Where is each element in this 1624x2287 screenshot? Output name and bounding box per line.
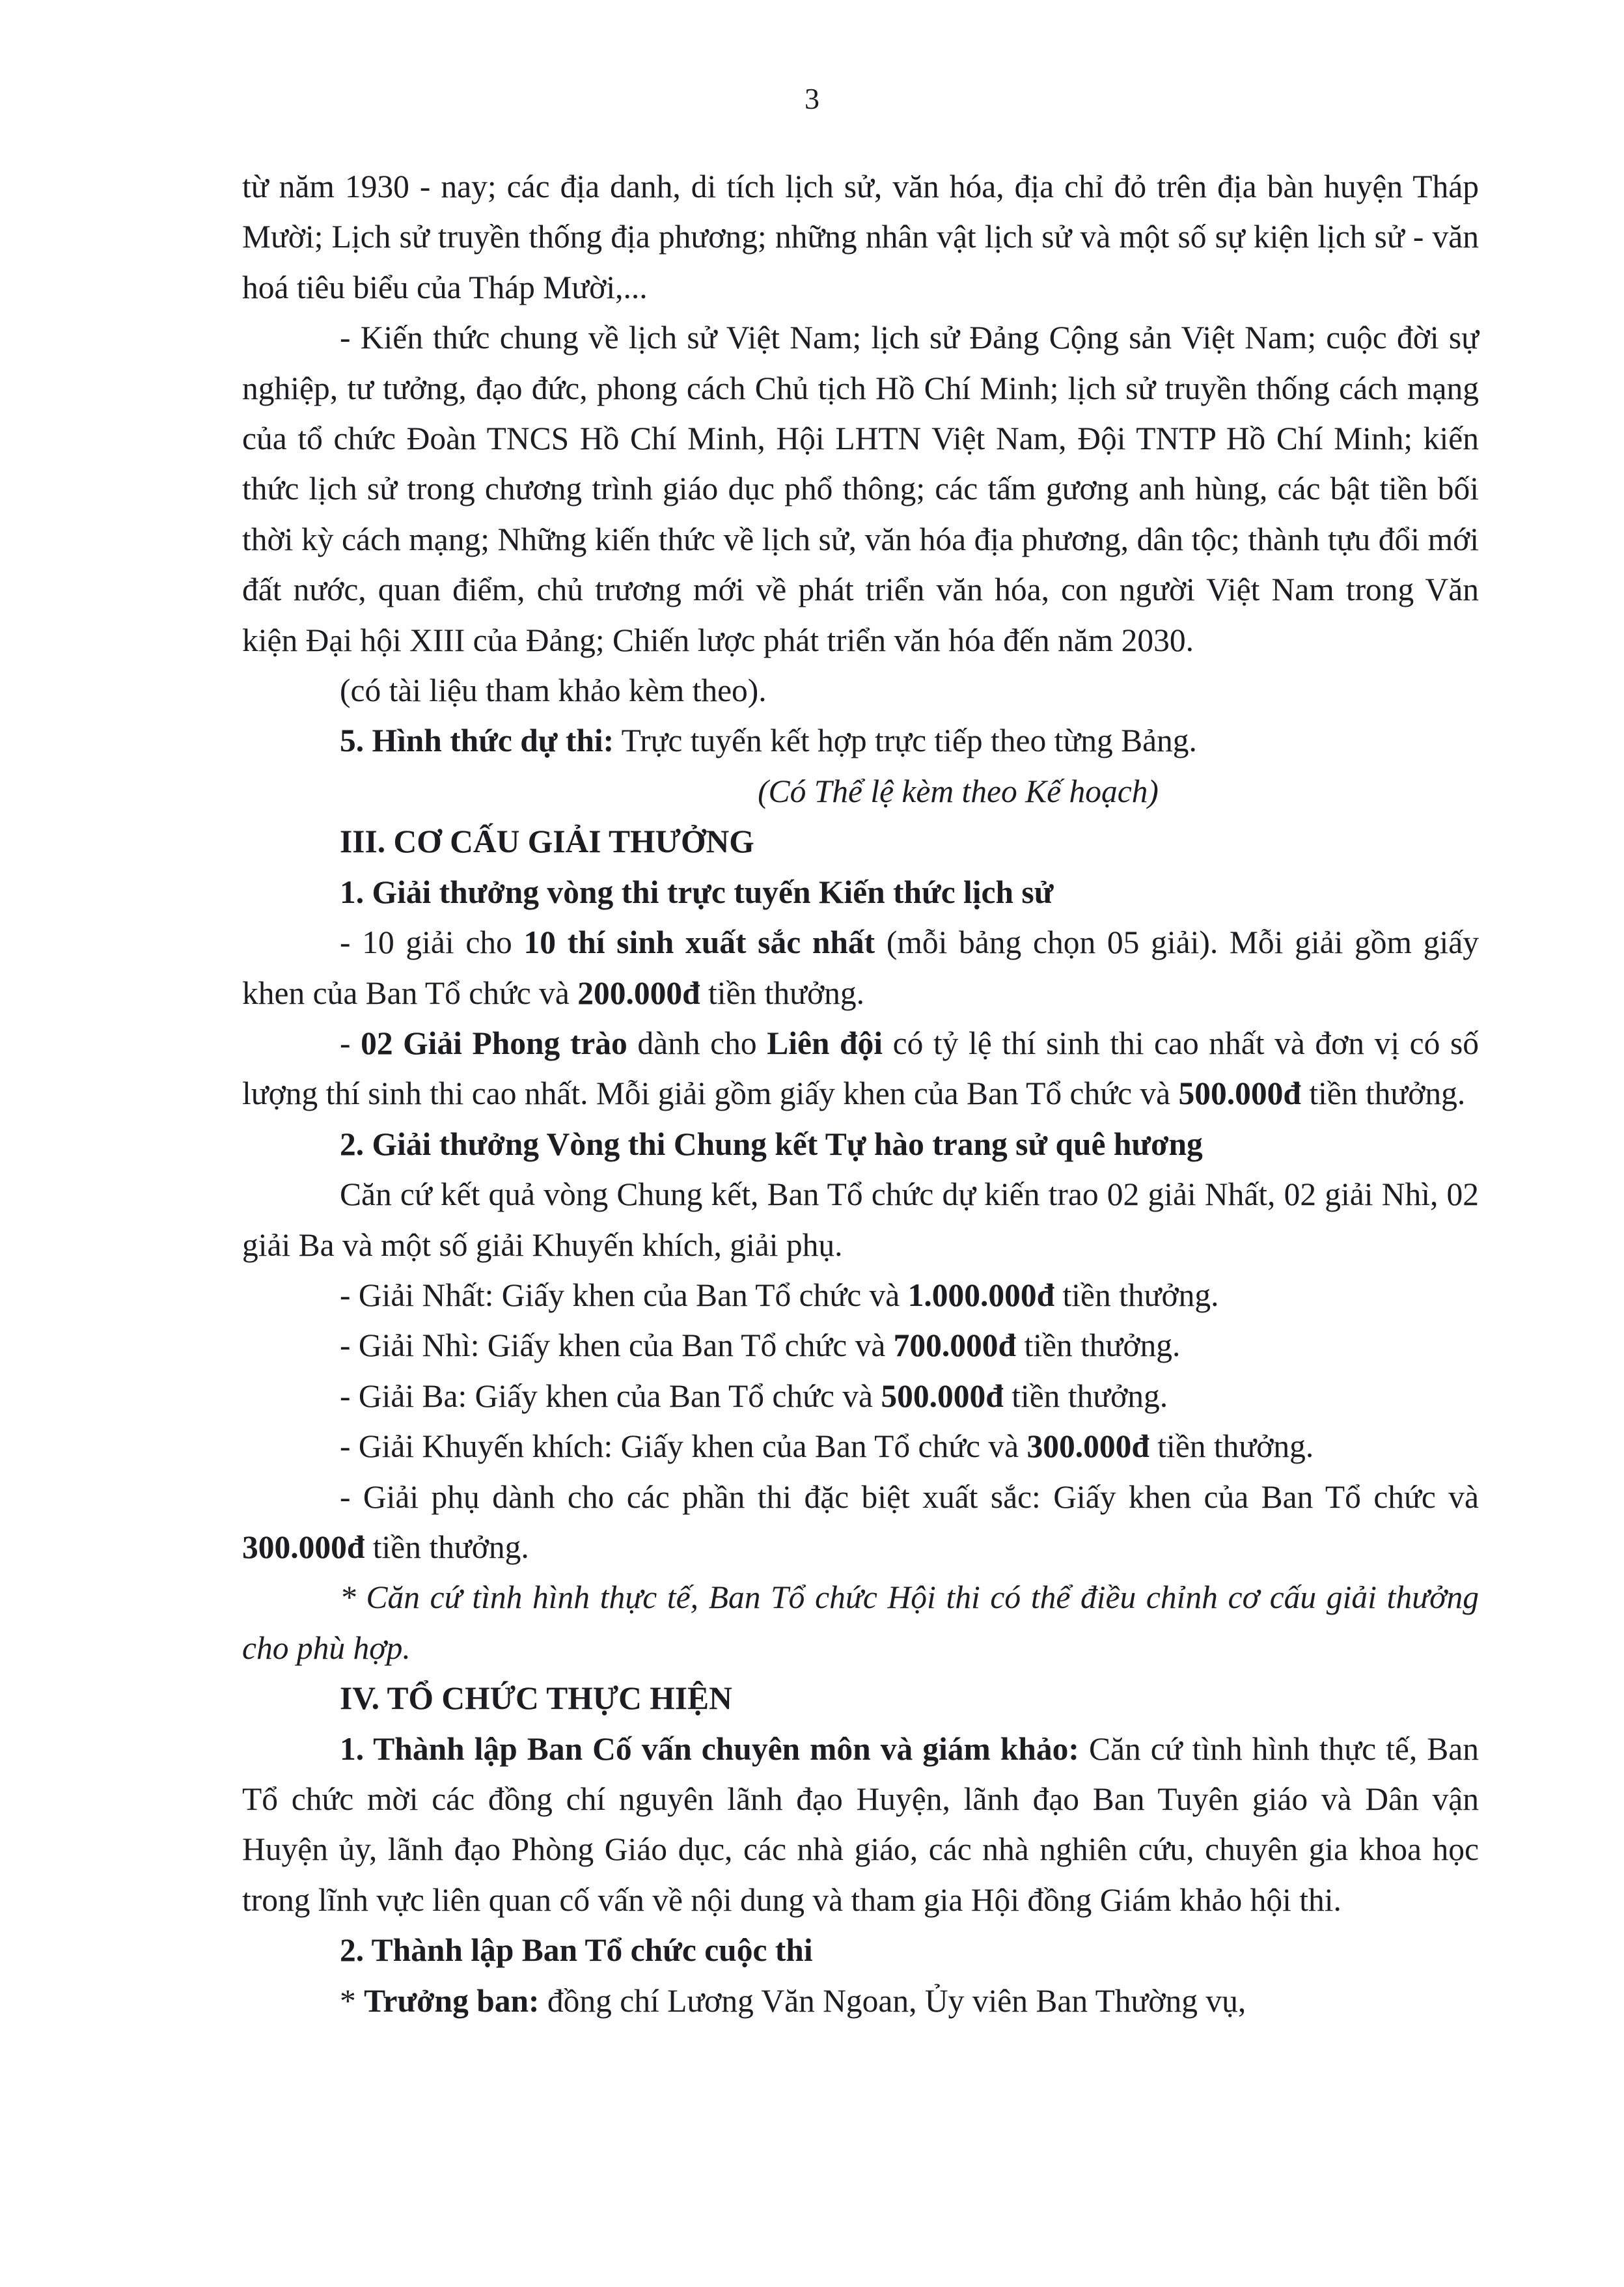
subheading-online-prizes — [242, 867, 1479, 917]
paragraph-final-prizes-intro: Căn cứ kết quả vòng Chung kết, Ban Tổ chức dự kiến trao 02 giải Nhất, 02 giải Nhì, 02 giải Ba và một số giải Khuyến khích, giải phụ. — [242, 1176, 1479, 1263]
text-span: * — [340, 1982, 365, 2019]
rules-attached-text: (Có Thể lệ kèm theo Kế hoạch) — [758, 773, 1159, 809]
prize-amount: 500.000đ — [881, 1378, 1004, 1414]
prize-amount: 1.000.000đ — [907, 1277, 1055, 1313]
text-span: tiền thưởng. — [1016, 1327, 1181, 1364]
prize-encouragement — [242, 1421, 1479, 1471]
paragraph-adjustment-note — [242, 1572, 1479, 1673]
text-span: - Giải Nhì: Giấy khen của Ban Tổ chức và — [340, 1327, 894, 1364]
bold-span: Liên đội — [767, 1025, 883, 1061]
paragraph-top-candidates-prize — [242, 917, 1479, 1018]
paragraph-committee-head — [242, 1976, 1479, 2026]
rules-attached-note — [242, 766, 1479, 816]
section-heading-implementation-text: IV. TỔ CHỨC THỰC HIỆN — [340, 1680, 732, 1717]
bold-span: 10 thí sinh xuất sắc nhất — [523, 924, 875, 961]
prize-amount: 200.000đ — [577, 975, 700, 1011]
text-span: - Giải Nhất: Giấy khen của Ban Tổ chức và — [340, 1277, 908, 1313]
text-span: tiền thưởng. — [365, 1529, 529, 1565]
text-span: - Giải Ba: Giấy khen của Ban Tổ chức và — [340, 1378, 881, 1414]
subheading-online-prizes-text: 1. Giải thưởng vòng thi trực tuyến Kiến thức lịch sử — [340, 874, 1054, 910]
prize-amount: 700.000đ — [893, 1327, 1017, 1364]
advisory-board-text: Căn cứ tình hình thực tế, Ban Tổ chức mời các đồng chí nguyên lãnh đạo Huyện, lãnh đạo Ban Tuyên giáo và Dân vận Huyện ủy, lãnh đạo Phòng Giáo dục, các nhà giáo, các nhà nghiên cứu, chuyên gia khoa học trong lĩnh vực liên quan cố vấn về nội dung và tham gia Hội đồng Giám khảo hội thi. — [242, 1730, 1479, 1918]
paragraph-movement-prize — [242, 1018, 1479, 1119]
paragraph-advisory-board — [242, 1724, 1479, 1926]
section-heading-implementation — [242, 1673, 1479, 1723]
paragraph-contest-format — [242, 715, 1479, 766]
text-span: đồng chí Lương Văn Ngoan, Ủy viên Ban Thường vụ, — [539, 1982, 1246, 2019]
subheading-final-prizes — [242, 1119, 1479, 1169]
bold-span: 02 Giải Phong trào — [361, 1025, 627, 1061]
subheading-final-prizes-text: 2. Giải thưởng Vòng thi Chung kết Tự hào trang sử quê hương — [340, 1126, 1203, 1162]
text-span: tiền thưởng. — [700, 975, 864, 1011]
prize-third — [242, 1371, 1479, 1421]
prize-amount: 500.000đ — [1178, 1075, 1301, 1112]
prize-amount: 300.000đ — [242, 1529, 365, 1565]
subheading-organizing-committee — [242, 1925, 1479, 1975]
text-span: tiền thưởng. — [1301, 1075, 1466, 1112]
text-span: (mỗi bảng chọn 05 giải). Mỗi giải gồm giấy khen của Ban Tổ chức và — [242, 924, 1479, 1011]
section-heading-prizes-text: III. CƠ CẤU GIẢI THƯỞNG — [340, 824, 754, 860]
document-body — [242, 161, 1479, 2026]
text-span: tiền thưởng. — [1003, 1378, 1168, 1414]
adjustment-note-text: * Căn cứ tình hình thực tế, Ban Tổ chức Hội thi có thể điều chỉnh cơ cấu giải thưởng cho phù hợp. — [242, 1579, 1479, 1666]
text-span: có tỷ lệ thí sinh thi cao nhất và đơn vị có số lượng thí sinh thi cao nhất. Mỗi giải gồm giấy khen của Ban Tổ chức và — [242, 1025, 1479, 1112]
bold-span: Trưởng ban: — [364, 1982, 540, 2019]
section-heading-prizes — [242, 816, 1479, 866]
advisory-board-heading: 1. Thành lập Ban Cố vấn chuyên môn và giám khảo: — [340, 1730, 1079, 1767]
paragraph-general-knowledge: - Kiến thức chung về lịch sử Việt Nam; lịch sử Đảng Cộng sản Việt Nam; cuộc đời sự nghiệp, tư tưởng, đạo đức, phong cách Chủ tịch Hồ Chí Minh; lịch sử truyền thống cách mạng của tổ chức Đoàn TNCS Hồ Chí Minh, Hội LHTN Việt Nam, Đội TNTP Hồ Chí Minh; kiến thức lịch sử trong chương trình giáo dục phổ thông; các tấm gương anh hùng, các bật tiền bối thời kỳ cách mạng; Những kiến thức về lịch sử, văn hóa địa phương, dân tộc; thành tựu đổi mới đất nước, quan điểm, chủ trương mới về phát triển văn hóa, con người Việt Nam trong Văn kiện Đại hội XIII của Đảng; Chiến lược phát triển văn hóa đến năm 2030. — [242, 320, 1479, 658]
text-span: tiền thưởng. — [1149, 1428, 1314, 1465]
text-span: - Giải phụ dành cho các phần thi đặc biệt xuất sắc: Giấy khen của Ban Tổ chức và — [340, 1478, 1479, 1515]
text-span: - Giải Khuyến khích: Giấy khen của Ban Tổ chức và — [340, 1428, 1027, 1465]
contest-format-heading: 5. Hình thức dự thi: — [340, 723, 614, 759]
text-span: dành cho — [627, 1025, 767, 1061]
text-span: tiền thưởng. — [1054, 1277, 1219, 1313]
prize-amount: 300.000đ — [1026, 1428, 1149, 1465]
text-span: - 10 giải cho — [340, 924, 524, 961]
paragraph-reference-note: (có tài liệu tham khảo kèm theo). — [340, 672, 767, 709]
prize-second — [242, 1320, 1479, 1370]
subheading-organizing-committee-text: 2. Thành lập Ban Tổ chức cuộc thi — [340, 1932, 813, 1969]
page-number: 3 — [805, 82, 819, 115]
prize-first — [242, 1270, 1479, 1320]
prize-secondary — [242, 1472, 1479, 1573]
contest-format-text: Trực tuyến kết hợp trực tiếp theo từng Bảng. — [614, 723, 1197, 759]
paragraph-topics-local: từ năm 1930 - nay; các địa danh, di tích lịch sử, văn hóa, địa chỉ đỏ trên địa bàn huyện Tháp Mười; Lịch sử truyền thống địa phương; những nhân vật lịch sử và một số sự kiện lịch sử - văn hoá tiêu biểu của Tháp Mười,... — [242, 169, 1479, 305]
text-span: - — [340, 1025, 361, 1061]
